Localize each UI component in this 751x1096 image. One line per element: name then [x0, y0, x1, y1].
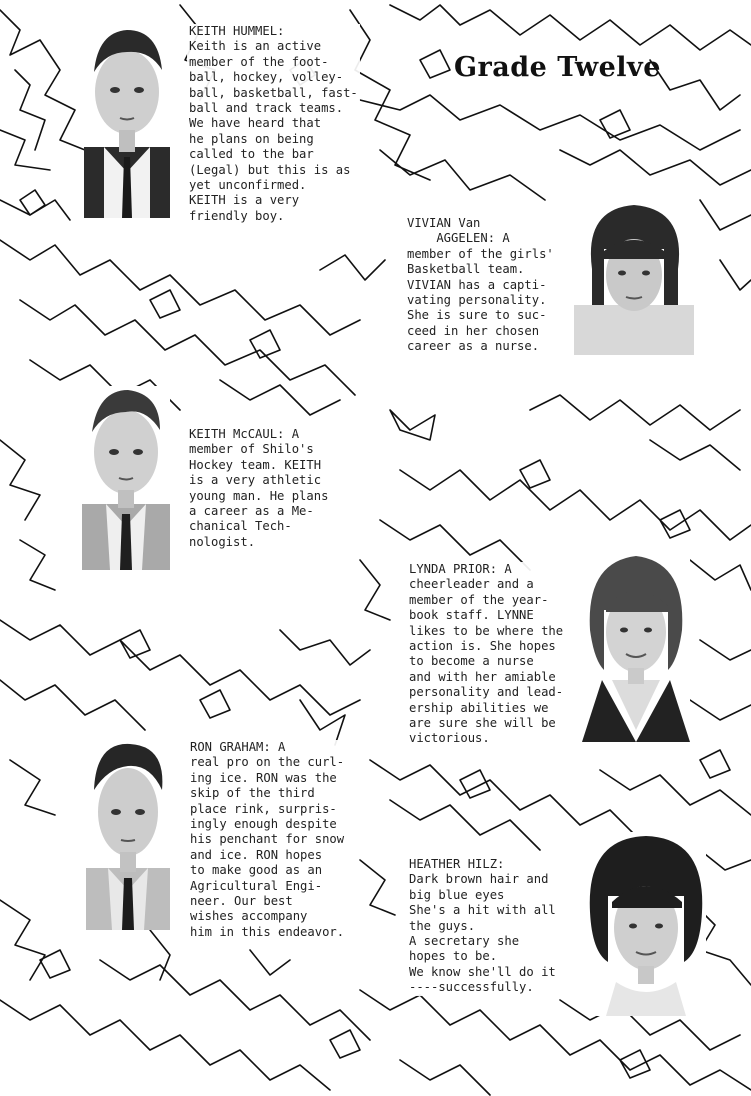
student-photo-keith-mccaul: [82, 386, 170, 570]
student-bio-lynda-prior: LYNDA PRIOR: A cheerleader and a member of the year- book staff. LYNNE likes to be where the action is. She hopes to become a nurse and with her amiable personality and lead- ership abilities we are sure she will be victorious.: [409, 562, 564, 746]
student-bio-ron-graham: RON GRAHAM: A real pro on the curl- ing ice. RON was the skip of the third place rink, surpris- ingly enough despite his penchant for snow and ice. RON hopes to make good as an Agricultural Engi- neer. Our best wishes accompany him in this endeavor.: [190, 740, 345, 939]
portrait-male-icon: [86, 740, 170, 930]
portrait-male-icon: [84, 22, 170, 218]
student-bio-keith-mccaul: KEITH McCAUL: A member of Shilo's Hockey team. KEITH is a very athletic young man. He plans a career as a Me- chanical Tech- nologist.: [189, 427, 329, 549]
student-photo-ron-graham: [86, 740, 170, 930]
page-title: Grade Twelve: [454, 52, 661, 83]
student-photo-lynda-prior: [582, 550, 690, 742]
student-photo-vivian-van-aggelen: [574, 199, 694, 355]
portrait-male-icon: [82, 386, 170, 570]
portrait-female-icon: [582, 550, 690, 742]
student-bio-vivian-van-aggelen: VIVIAN Van AGGELEN: A member of the girls' Basketball team. VIVIAN has a capti- vating personality. She is sure to suc- ceed in her chosen career as a nurse.: [407, 216, 554, 354]
student-bio-keith-hummel: KEITH HUMMEL: Keith is an active member of the foot- ball, hockey, volley- ball, basketball, fast- ball and track teams. We have heard that he plans on being called to the bar (Legal) but this is as yet unconfirmed. KEITH is a very friendly boy.: [189, 24, 358, 223]
student-photo-heather-hilz: [586, 832, 706, 1016]
student-bio-heather-hilz: HEATHER HILZ: Dark brown hair and big blue eyes She's a hit with all the guys. A secretary she hopes to be. We know she'll do it ----successfully.: [409, 857, 556, 995]
portrait-female-icon: [586, 832, 706, 1016]
portrait-female-icon: [574, 199, 694, 355]
student-photo-keith-hummel: [84, 22, 170, 218]
